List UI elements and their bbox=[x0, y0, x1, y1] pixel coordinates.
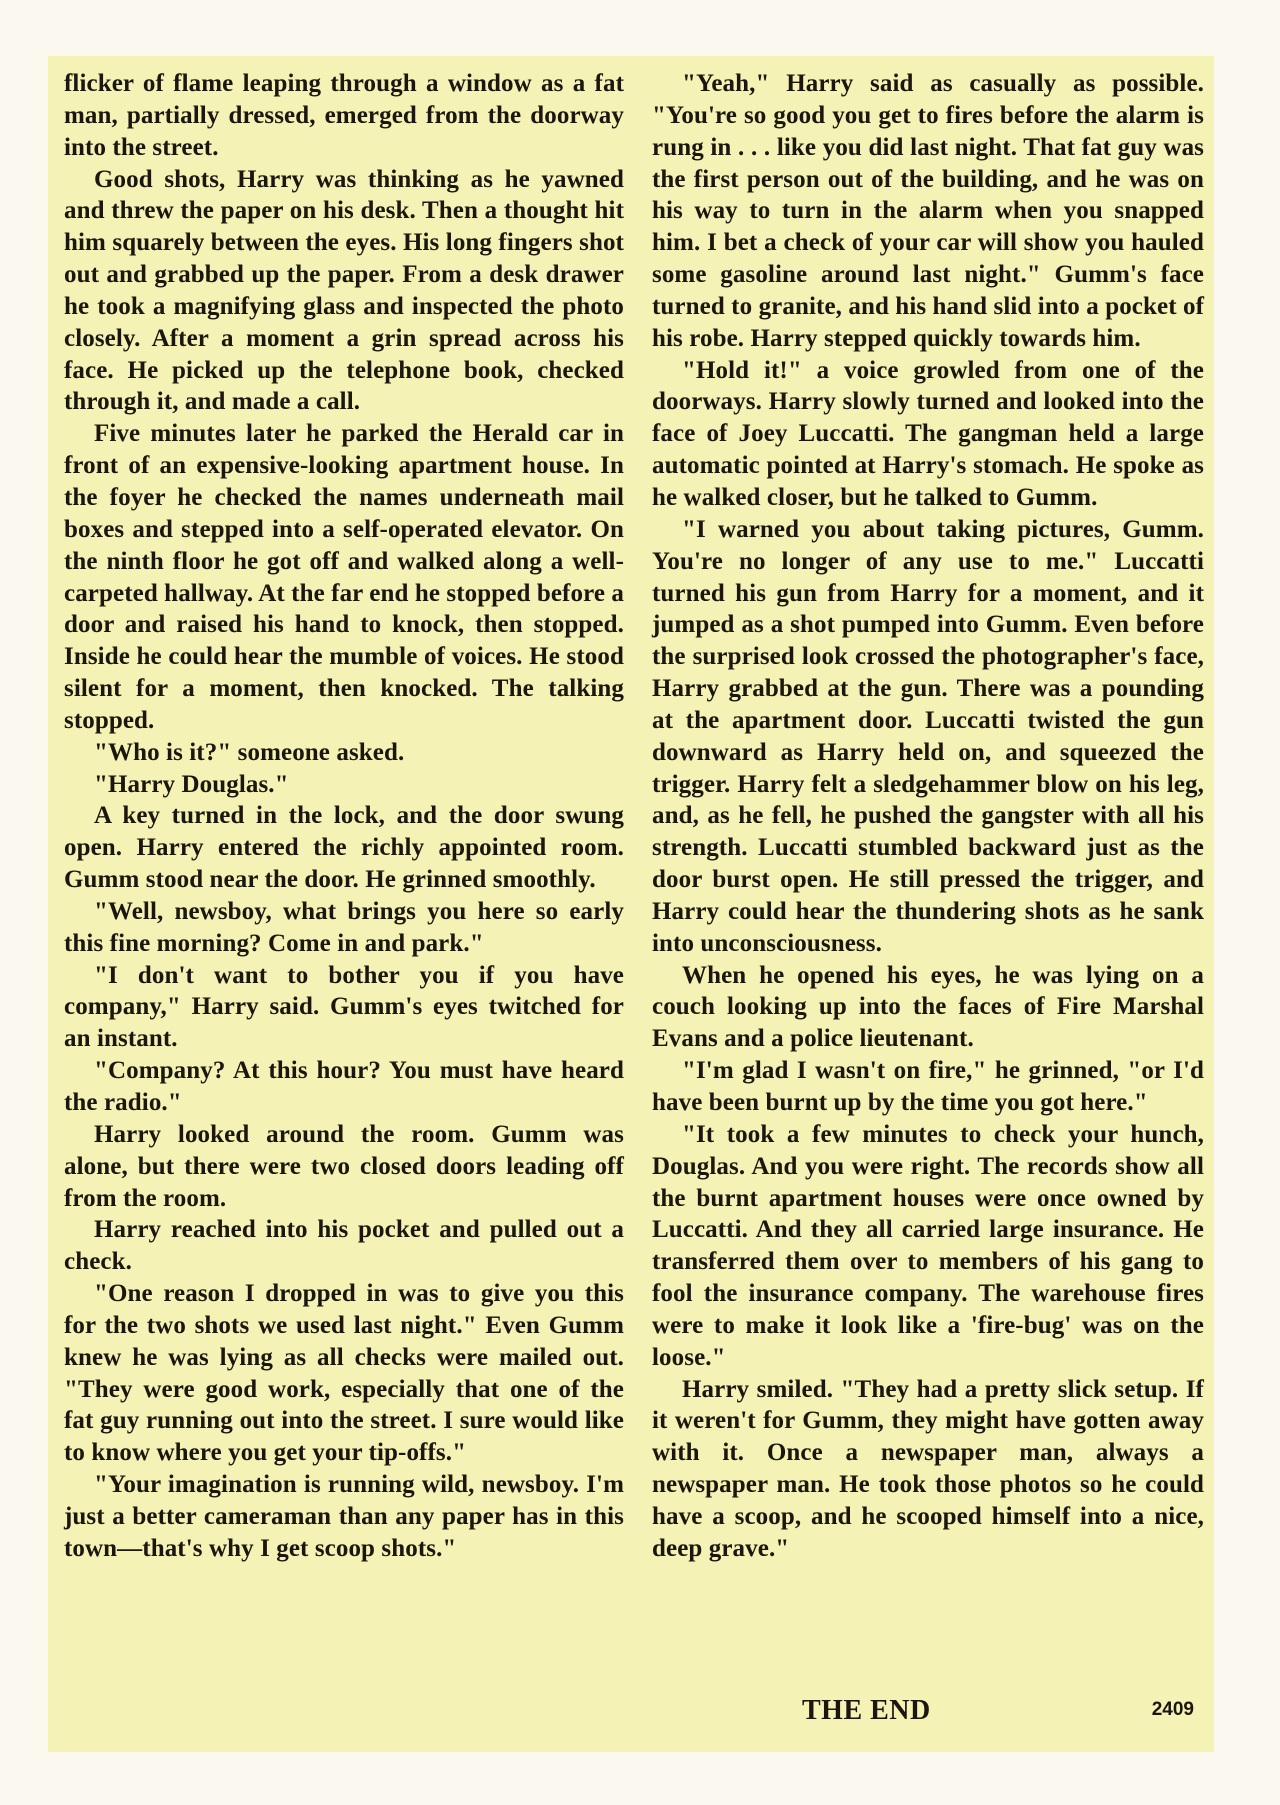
right-text-column bbox=[652, 68, 1204, 1565]
paragraph: "Company? At this hour? You must have heard the radio." bbox=[64, 1057, 624, 1116]
page-code: 2409 bbox=[1151, 1699, 1194, 1720]
story-text-panel bbox=[48, 56, 1214, 1752]
story-footer bbox=[652, 1695, 1204, 1731]
paragraph: "Your imagination is running wild, newsboy. I'm just a better cameraman than any paper has in this town—that's why I get scoop shots." bbox=[64, 1471, 624, 1562]
paragraph: "Well, newsboy, what brings you here so early this fine morning? Come in and park." bbox=[64, 897, 624, 957]
paragraph: A key turned in the lock, and the door swung open. Harry entered the richly appointed room. Gumm stood near the door. He grinned smoothly. bbox=[64, 802, 624, 894]
the-end-label: THE END bbox=[802, 1695, 931, 1726]
paragraph: "I don't want to bother you if you have company," Harry said. Gumm's eyes twitched for an instant. bbox=[64, 961, 624, 1053]
paragraph: flicker of flame leaping through a window as a fat man, partially dressed, emerged from the doorway into the street. bbox=[64, 70, 624, 161]
paragraph: Harry reached into his pocket and pulled out a check. bbox=[64, 1216, 624, 1276]
left-text-column bbox=[64, 68, 624, 1565]
paragraph: Five minutes later he parked the Herald car in front of an expensive-looking apartment house. In the foyer he checked the names underneath mail boxes and stepped into a self-operated elevator. On the ninth floor he got off and walked along a well-carpeted hallway. At the far end he stopped before a door and raised his hand to knock, then stopped. Inside he could hear the mumble of voices. He stood silent for a moment, then knocked. The talking stopped. bbox=[64, 420, 624, 734]
paragraph: Harry looked around the room. Gumm was alone, but there were two closed doors leading off from the room. bbox=[64, 1120, 624, 1212]
paragraph: "It took a few minutes to check your hunch, Douglas. And you were right. The records show all the burnt apartment houses were once owned by Luccatti. And they all carried large insurance. He transferred them over to members of his gang to fool the insurance company. The warehouse fires were to make it look like a 'fire-bug' was on the loose." bbox=[652, 1120, 1204, 1371]
paragraph: "Hold it!" a voice growled from one of the doorways. Harry slowly turned and looked into the face of Joey Luccatti. The gangman held a large automatic pointed at Harry's stomach. He spoke as he walked closer, but he talked to Gumm. bbox=[652, 356, 1204, 511]
paragraph: "I'm glad I wasn't on fire," he grinned, "or I'd have been burnt up by the time you got here." bbox=[652, 1057, 1204, 1116]
paragraph: "Harry Douglas." bbox=[94, 770, 289, 798]
paragraph: "One reason I dropped in was to give you this for the two shots we used last night." Even Gumm knew he was lying as all checks were mailed out. "They were good work, especially that one of the fat guy running out into the street. I sure would like to know where you get your tip-offs." bbox=[64, 1280, 624, 1467]
paragraph: When he opened his eyes, he was lying on a couch looking up into the faces of Fire Marshal Evans and a police lieutenant. bbox=[652, 961, 1204, 1053]
paragraph: "Yeah," Harry said as casually as possible. "You're so good you get to fires before the alarm is rung in . . . like you did last night. That fat guy was the first person out of the building, and he was on his way to turn in the alarm when you snapped him. I bet a check of your car will show you hauled some gasoline around last night." Gumm's face turned to granite, and his hand slid into a pocket of his robe. Harry stepped quickly towards him. bbox=[652, 70, 1204, 352]
paragraph: "Who is it?" someone asked. bbox=[94, 738, 405, 766]
paragraph: Good shots, Harry was thinking as he yawned and threw the paper on his desk. Then a thought hit him squarely between the eyes. His long fingers shot out and grabbed up the paper. From a desk drawer he took a magnifying glass and inspected the photo closely. After a moment a grin spread across his face. He picked up the telephone book, checked through it, and made a call. bbox=[64, 165, 624, 416]
paragraph: Harry smiled. "They had a pretty slick setup. If it weren't for Gumm, they might have gotten away with it. Once a newspaper man, always a newspaper man. He took those photos so he could have a scoop, and he scooped himself into a nice, deep grave." bbox=[652, 1375, 1204, 1562]
paragraph: "I warned you about taking pictures, Gumm. You're no longer of any use to me." Luccatti turned his gun from Harry for a moment, and it jumped as a shot pumped into Gumm. Even before the surprised look crossed the photographer's face, Harry grabbed at the gun. There was a pounding at the apartment door. Luccatti twisted the gun downward as Harry held on, and squeezed the trigger. Harry felt a sledgehammer blow on his leg, and, as he fell, he pushed the gangster with all his strength. Luccatti stumbled backward just as the door burst open. He still pressed the trigger, and Harry could hear the thundering shots as he sank into unconsciousness. bbox=[652, 515, 1204, 957]
